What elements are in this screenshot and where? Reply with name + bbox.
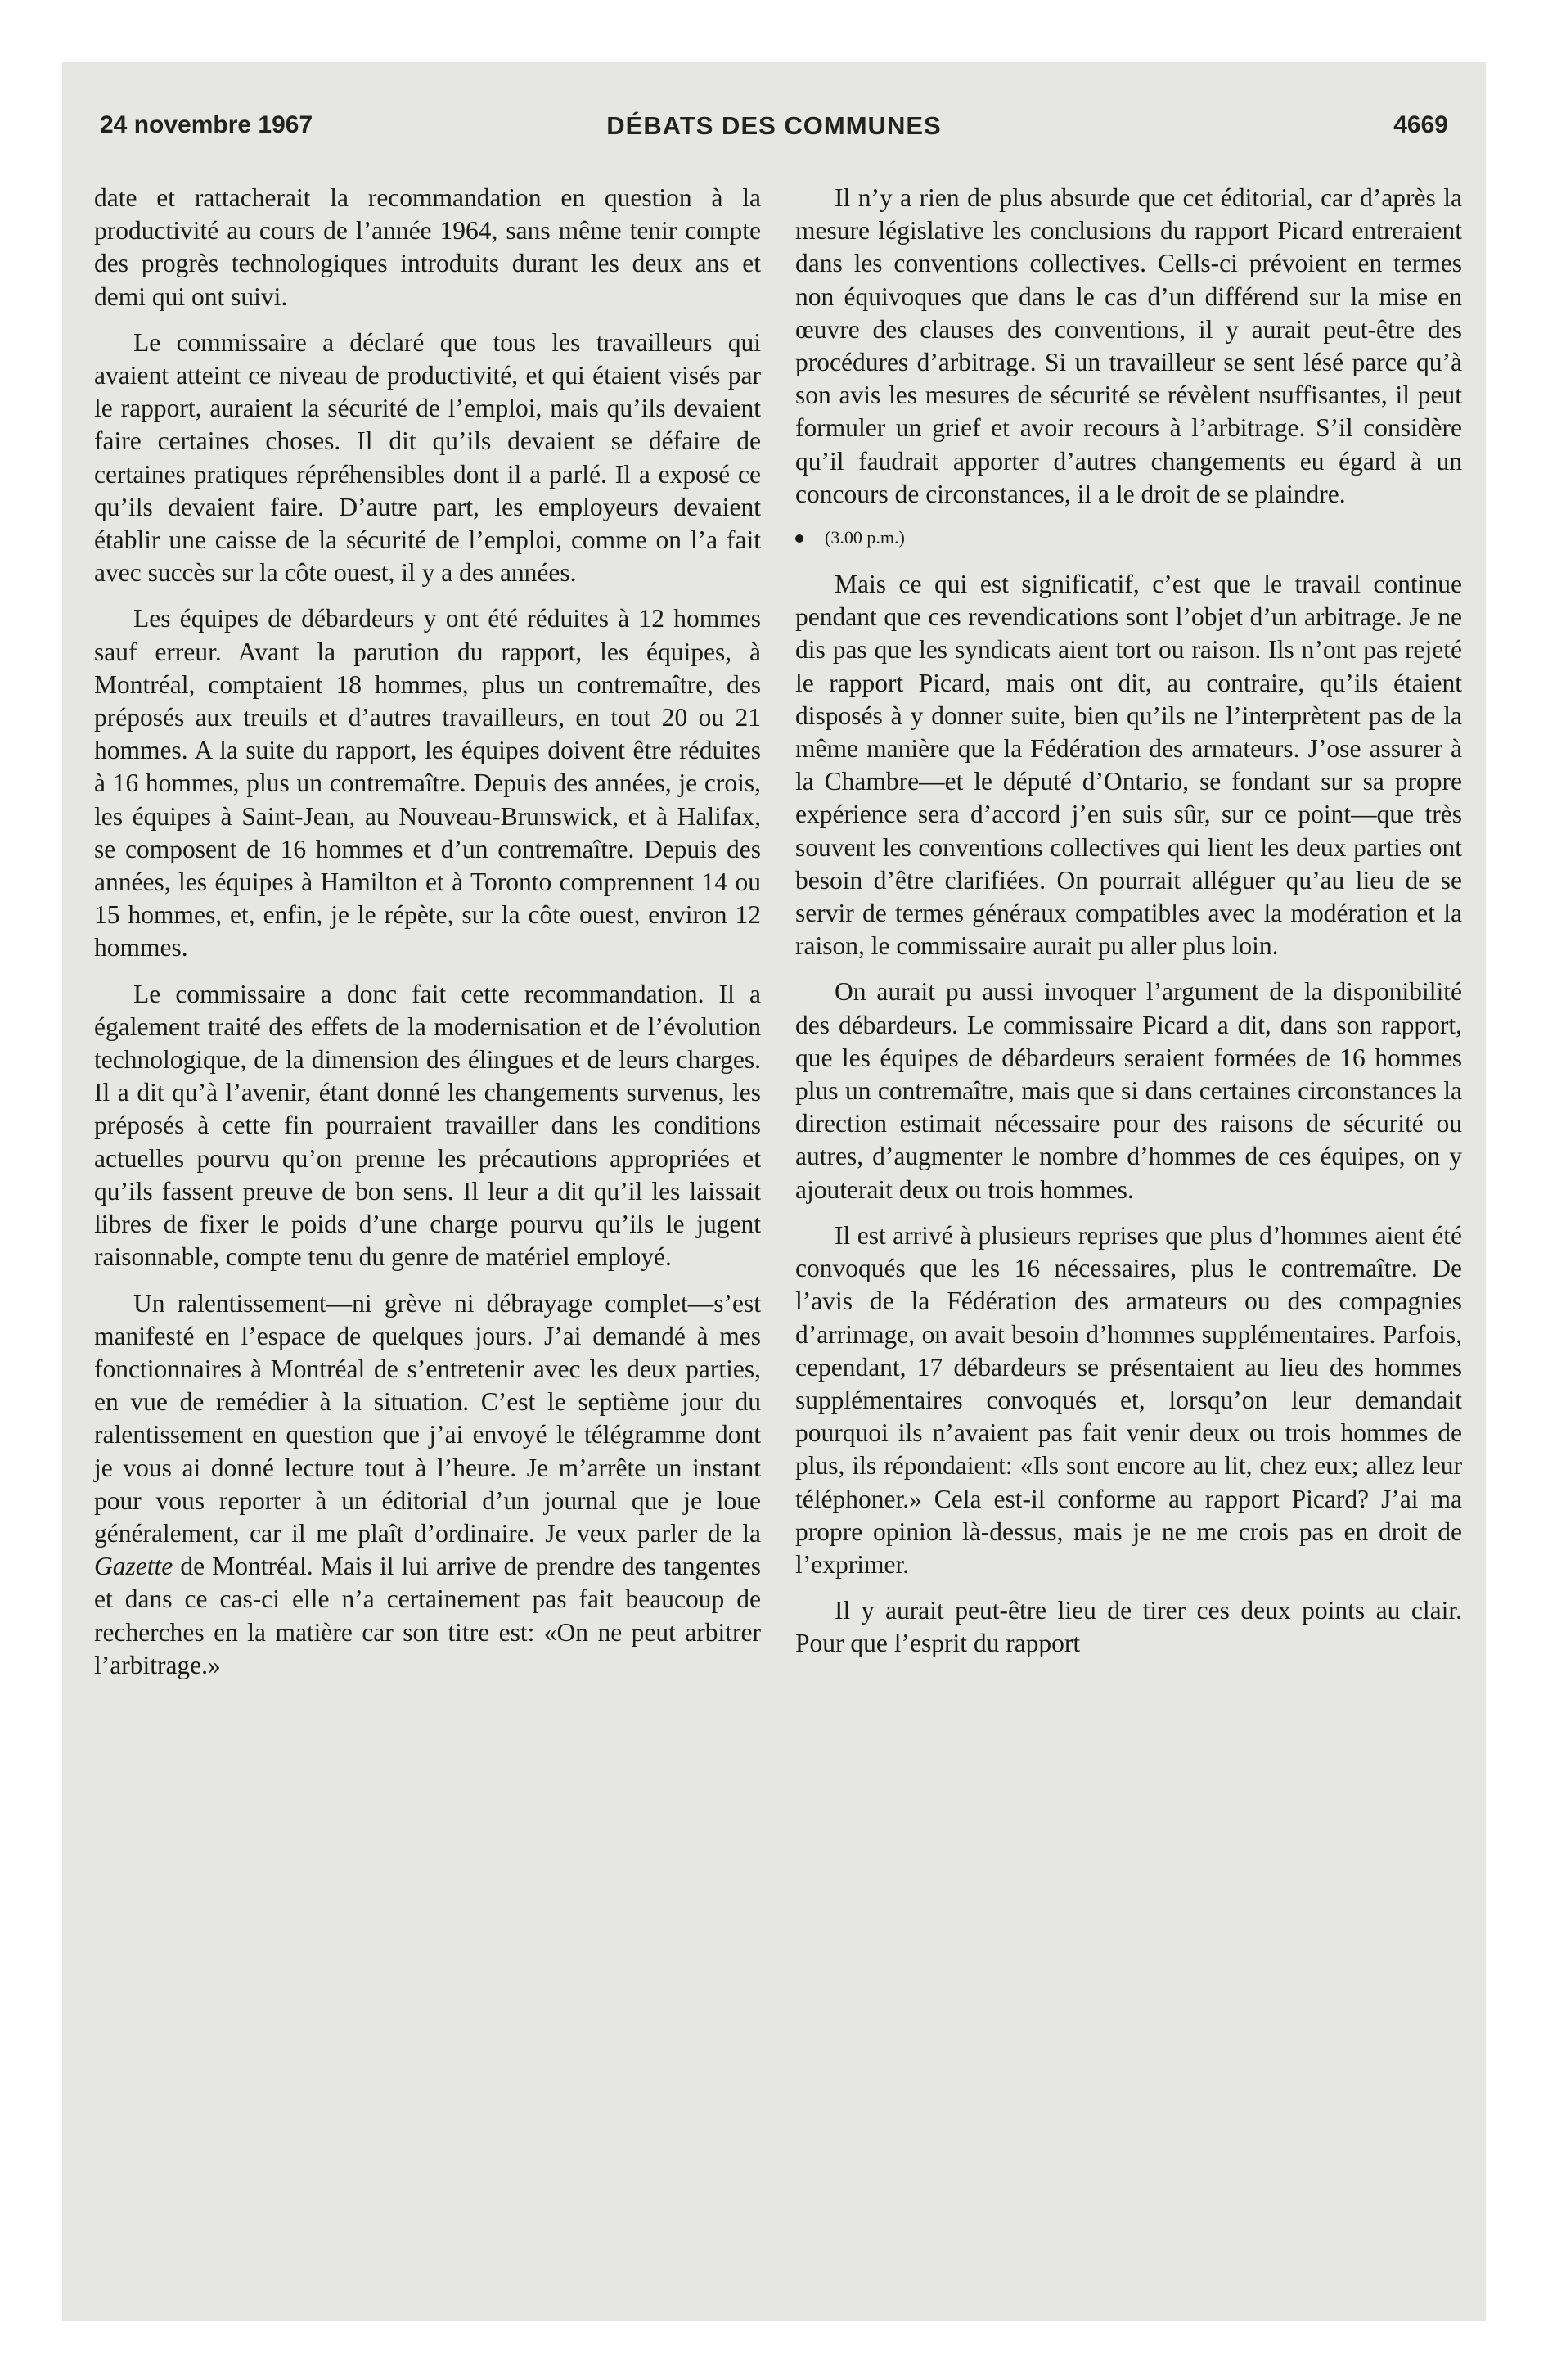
paragraph: date et rattacherait la recommandation en question à la productivité au cours de l’année 1964, sans même tenir compte des progrès technologiques introduits durant les deux ans et demi qui ont suivi. (94, 183, 761, 311)
time-marker (795, 525, 1462, 550)
header-date: 24 novembre 1967 (100, 111, 313, 138)
paragraph-text: de Montréal. Mais il lui arrive de prendre des tangentes et dans ce cas-ci elle n’a certainement pas fait beaucoup de recherches en la matière car son titre est: «On ne peut arbitrer l’arbitrage.» (94, 1552, 761, 1679)
paragraph-text: Un ralentissement—ni grève ni débrayage complet—s’est manifesté en l’espace de quelques jours. J’ai demandé à mes fonctionnaires à Montréal de s’entretenir avec les deux parties, en vue de remédier à la situation. C’est le septième jour du ralentissement en question que j’ai envoyé le télégramme dont je vous ai donné lecture tout à l’heure. Je m’arrête un instant pour vous reporter à un éditorial d’un journal que je loue généralement, car il me plaît d’ordinaire. Je veux parler de la (94, 1288, 761, 1548)
paragraph: Mais ce qui est significatif, c’est que le travail continue pendant que ces revendications sont l’objet d’un arbitrage. Je ne dis pas que les syndicats aient tort ou raison. Ils n’ont pas rejeté le rapport Picard, mais ont dit, au contraire, qu’ils étaient disposés à y donner suite, bien qu’ils ne l’interprètent pas de la même manière que la Fédération des armateurs. J’ose assurer à la Chambre—et le député d’Ontario, se fondant sur sa propre expérience sera d’accord j’en suis sûr, sur ce point—que très souvent les conventions collectives qui lient les deux parties ont besoin d’être clarifiées. On pourrait alléguer qu’au lieu de se servir de termes généraux compatibles avec la modération et la raison, le commissaire aurait pu aller plus loin. (795, 570, 1462, 961)
paragraph: Le commissaire a déclaré que tous les travailleurs qui avaient atteint ce niveau de productivité, et qui étaient visés par le rapport, auraient la sécurité de l’emploi, mais qu’ils devaient faire certaines choses. Il dit qu’ils devaient se défaire de certaines pratiques répréhensibles dont il a parlé. Il a exposé ce qu’ils devaient faire. D’autre part, les employeurs devaient établir une caisse de la sécurité de l’emploi, comme on l’a fait avec succès sur la côte ouest, il y a des années. (94, 327, 761, 588)
paragraph: Il y aurait peut-être lieu de tirer ces deux points au clair. Pour que l’esprit du rapport (795, 1596, 1462, 1658)
paragraph: On aurait pu aussi invoquer l’argument de la disponibilité des débardeurs. Le commissaire Picard a dit, dans son rapport, que les équipes de débardeurs seraient formées de 16 hommes plus un contremaître, mais que si dans certaines circonstances la direction estimait nécessaire pour des raisons de sécurité ou autres, d’augmenter le nombre d’hommes de ces équipes, on y ajouterait deux ou trois hommes. (795, 977, 1462, 1204)
paragraph (94, 1287, 761, 1682)
paragraph: Le commissaire a donc fait cette recommandation. Il a également traité des effets de la modernisation et de l’évolution technologique, de la dimension des élingues et de leurs charges. Il a dit qu’à l’avenir, étant donné les changements survenus, les préposés à cette fin pourraient travailler dans les conditions actuelles pourvu qu’on prenne les précautions appropriées et qu’ils fassent preuve de bon sens. Il leur a dit qu’il les laissait libres de fixer le poids d’une charge pourvu qu’ils le jugent raisonnable, compte tenu du genre de matériel employé. (94, 979, 761, 1272)
paragraph: Les équipes de débardeurs y ont été réduites à 12 hommes sauf erreur. Avant la parution du rapport, les équipes, à Montréal, comptaient 18 hommes, plus un contremaître, des préposés aux treuils et d’autres travailleurs, en tout 20 ou 21 hommes. A la suite du rapport, les équipes doivent être réduites à 16 hommes, plus un contremaître. Depuis des années, je crois, les équipes à Saint-Jean, au Nouveau-Brunswick, et à Halifax, se composent de 16 hommes et d’un contremaître. Depuis des années, les équipes à Hamilton et à Toronto comprennent 14 ou 15 hommes, et, enfin, je le répète, sur la côte ouest, environ 12 hommes. (94, 604, 761, 962)
paragraph: Il n’y a rien de plus absurde que cet éditorial, car d’après la mesure législative les conclusions du rapport Picard entreraient dans les conventions collectives. Cells-ci prévoient en termes non équivoques que dans le cas d’un différend sur la mise en œuvre des clauses des conventions, il y aurait peut-être des procédures d’arbitrage. Si un travailleur se sent lésé parce qu’à son avis les mesures de sécurité se révèlent nsuffisantes, il peut formuler un grief et avoir recours à l’arbitrage. S’il considère qu’il faudrait apporter d’autres changements eu égard à un concours de circonstances, il a le droit de se plaindre. (795, 183, 1462, 508)
page (62, 62, 1486, 2321)
page-header (100, 111, 1448, 160)
time-text: (3.00 p.m.) (825, 527, 905, 548)
newspaper-name: Gazette (94, 1552, 173, 1581)
header-title: DÉBATS DES COMMUNES (606, 111, 942, 140)
page-number: 4669 (1393, 111, 1448, 138)
paragraph: Il est arrivé à plusieurs reprises que plus d’hommes aient été convoqués que les 16 nécessaires, plus le contremaître. De l’avis de la Fédération des armateurs ou des compagnies d’arrimage, on avait besoin d’hommes supplémentaires. Parfois, cependant, 17 débardeurs se présentaient au lieu des hommes supplémentaires convoqués et, lorsqu’on leur demandait pourquoi ils n’avaient pas fait venir deux ou trois hommes de plus, ils répondaient: «Ils sont encore au lit, chez eux; allez leur téléphoner.» Cela est-il conforme au rapport Picard? J’ai ma propre opinion là-dessus, mais je ne me crois pas en droit de l’exprimer. (795, 1220, 1462, 1579)
right-column (795, 182, 1462, 1674)
left-column (94, 182, 761, 1695)
bullet-icon (795, 534, 803, 543)
